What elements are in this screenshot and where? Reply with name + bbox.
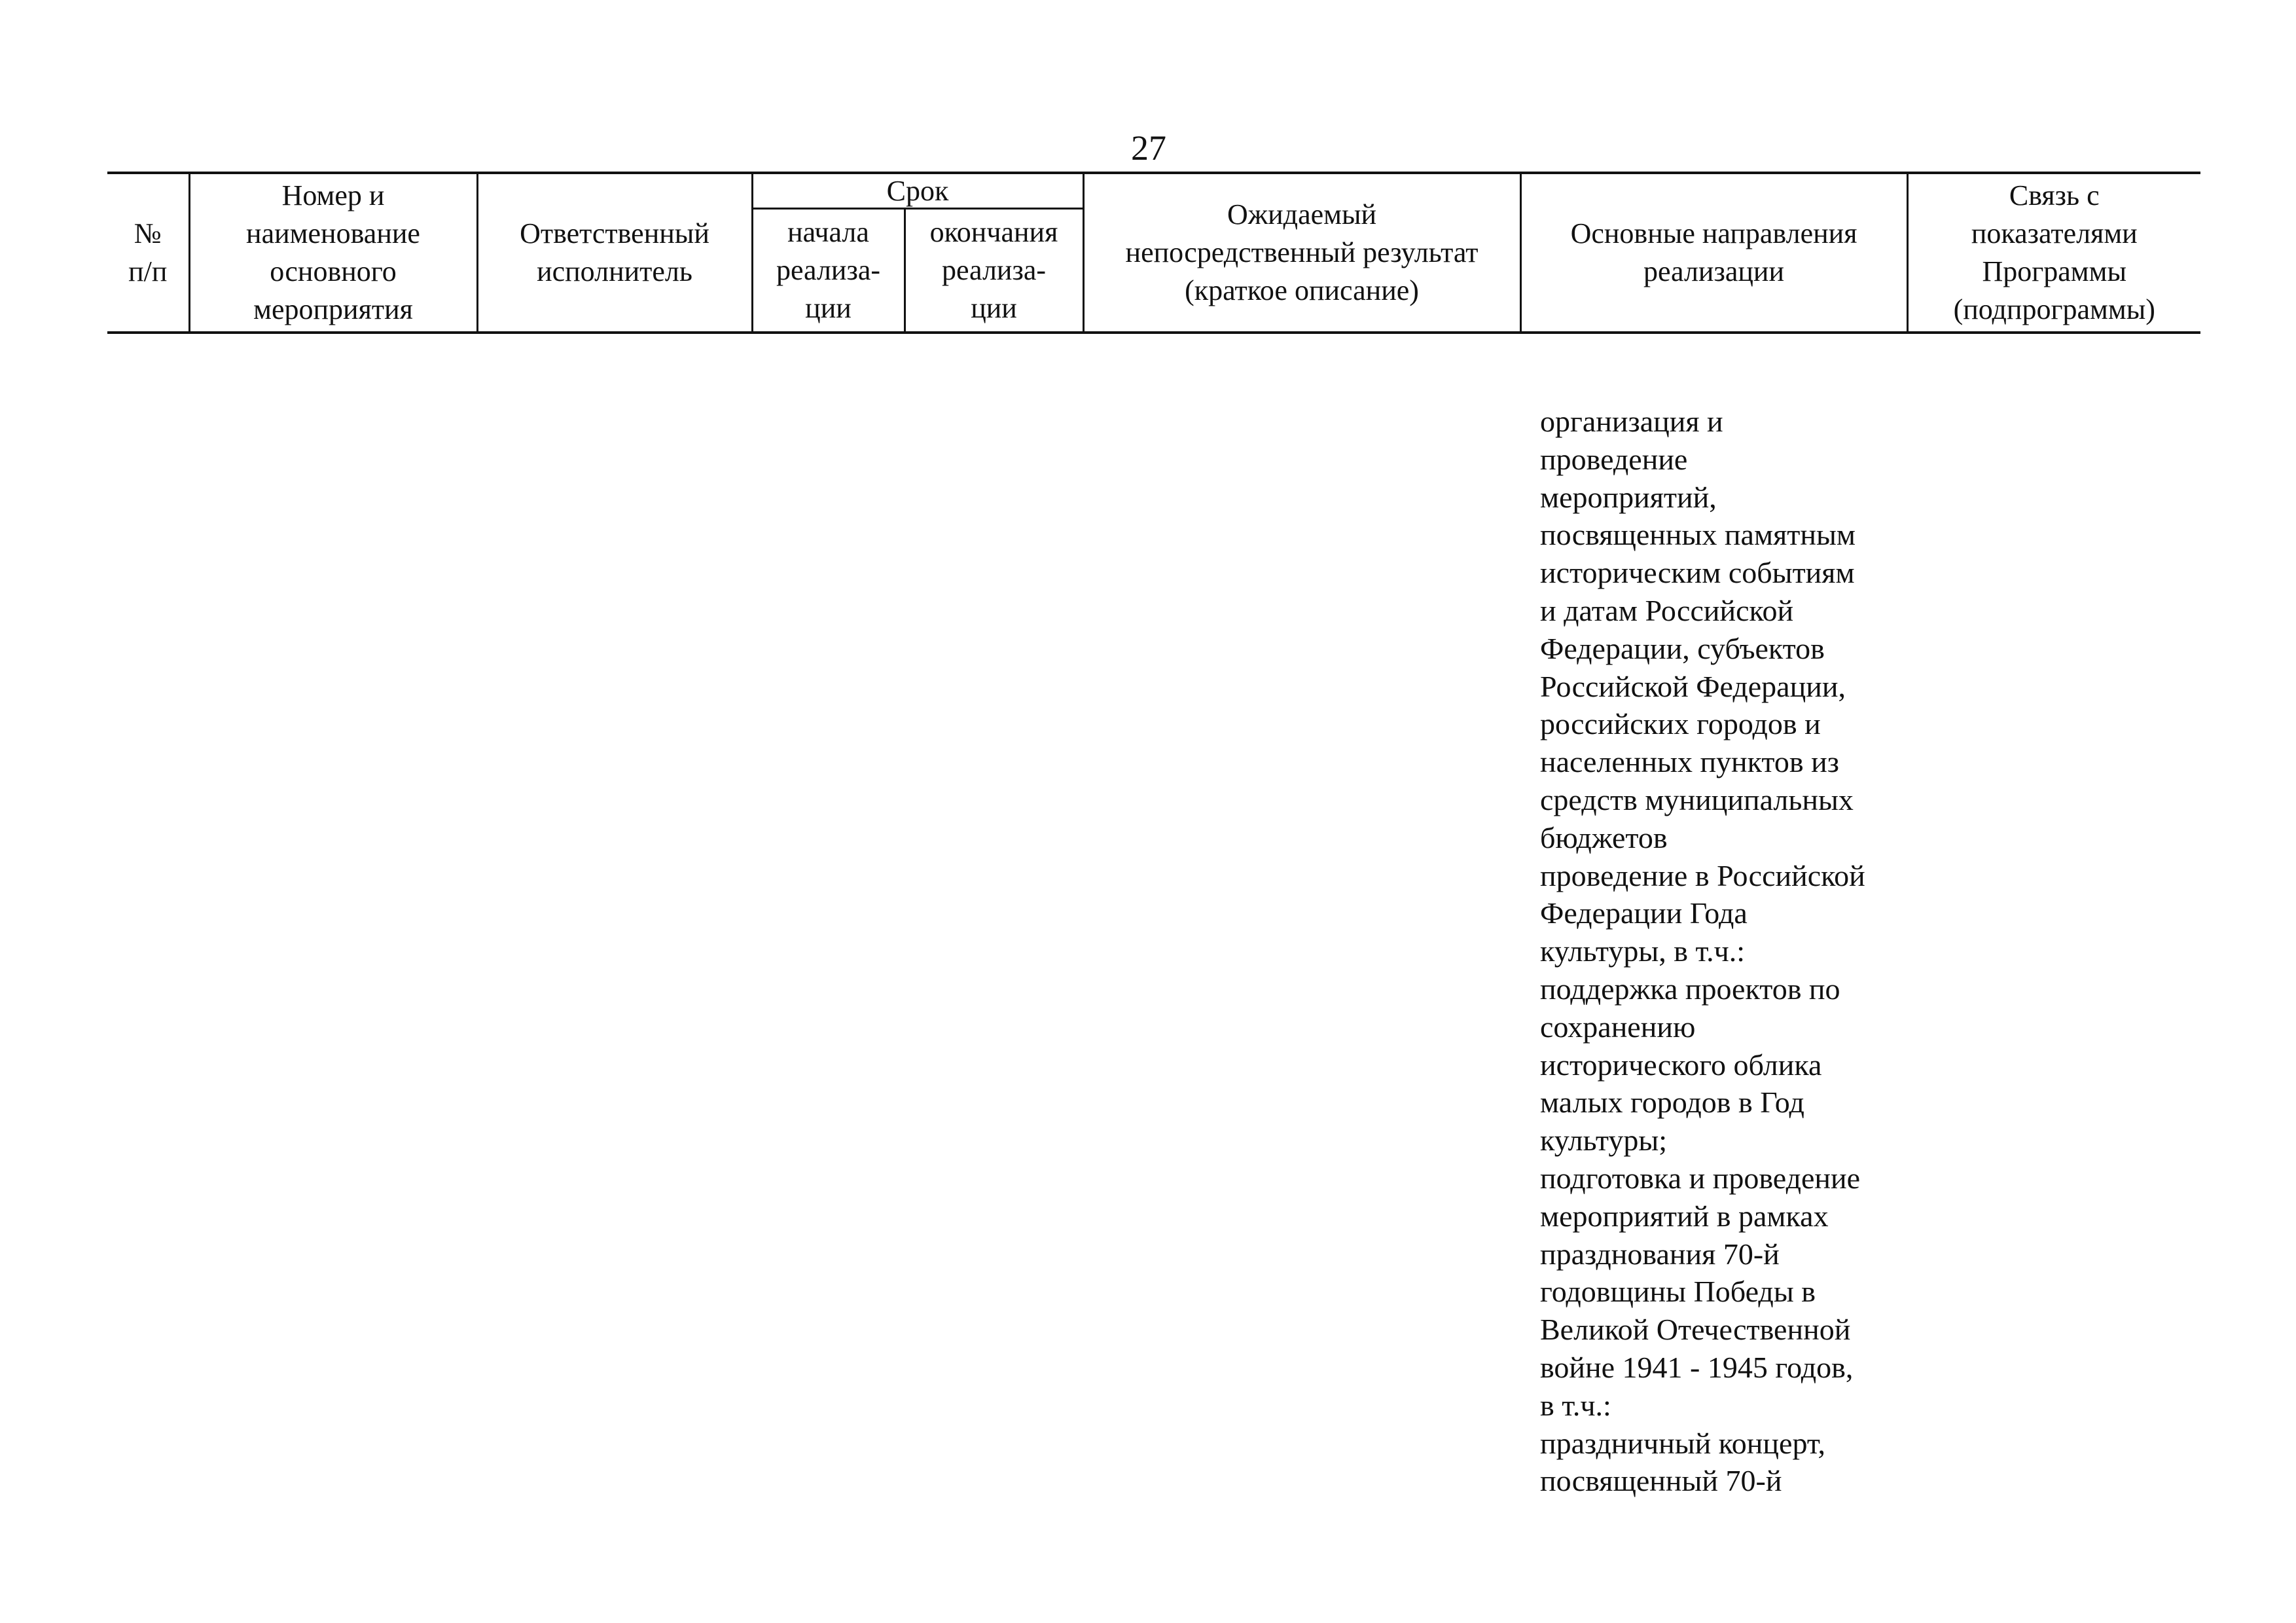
header-term-start	[752, 209, 905, 333]
header-number	[107, 173, 189, 333]
text-line: годовщины Победы в	[1540, 1275, 1816, 1309]
header-term-start-line: начала	[787, 216, 869, 249]
header-number-line: №	[134, 217, 162, 249]
text-line: проведение в Российской	[1540, 858, 1865, 892]
header-program-link-line: показателями	[1971, 217, 2138, 249]
header-directions	[1520, 173, 1907, 333]
page-number: 27	[1131, 128, 1166, 168]
header-number-line: п/п	[128, 255, 168, 287]
header-expected-result	[1083, 173, 1520, 333]
header-program-link	[1907, 173, 2200, 333]
header-responsible-line: Ответственный	[520, 217, 709, 249]
text-line: исторического облика	[1540, 1048, 1822, 1082]
text-line: празднования 70-й	[1540, 1237, 1780, 1271]
directions-text	[1540, 403, 1920, 1500]
text-line: поддержка проектов по	[1540, 972, 1840, 1006]
text-line: войне 1941 - 1945 годов,	[1540, 1350, 1854, 1384]
text-line: историческим событиям	[1540, 556, 1855, 590]
header-event-name-line: основного	[270, 255, 397, 287]
header-term-end-line: реализа-	[941, 254, 1047, 287]
text-line: в т.ч.:	[1540, 1388, 1611, 1422]
text-line: посвященных памятным	[1540, 518, 1856, 552]
header-expected-result-line: Ожидаемый	[1227, 198, 1377, 230]
text-line: мероприятий в рамках	[1540, 1199, 1829, 1233]
text-line: Великой Отечественной	[1540, 1313, 1851, 1347]
text-line: проведение	[1540, 442, 1688, 476]
header-term-end-line: окончания	[929, 216, 1058, 249]
text-line: населенных пунктов из	[1540, 745, 1839, 779]
header-event-name-line: наименование	[246, 217, 420, 249]
header-responsible	[477, 173, 752, 333]
header-directions-line: Основные направления	[1570, 217, 1857, 249]
text-line: праздничный концерт,	[1540, 1426, 1825, 1460]
header-program-link-line: (подпрограммы)	[1953, 293, 2155, 325]
header-term-start-line: ции	[805, 292, 852, 325]
text-line: Федерации Года	[1540, 896, 1748, 930]
header-program-link-line: Программы	[1982, 255, 2127, 287]
text-line: мероприятий,	[1540, 480, 1717, 514]
header-event-name	[189, 173, 477, 333]
header-term: Срок	[752, 173, 1083, 209]
text-line: бюджетов	[1540, 820, 1668, 854]
text-line: культуры, в т.ч.:	[1540, 934, 1746, 968]
header-expected-result-line: непосредственный результат	[1125, 236, 1479, 268]
text-line: и датам Российской	[1540, 593, 1794, 627]
text-line: российских городов и	[1540, 707, 1821, 741]
header-responsible-line: исполнитель	[537, 255, 692, 287]
header-directions-line: реализации	[1643, 255, 1785, 287]
header-term-end-line: ции	[971, 292, 1017, 325]
text-line: сохранению	[1540, 1010, 1696, 1044]
text-line: малых городов в Год	[1540, 1085, 1804, 1120]
header-term-start-line: реализа-	[776, 254, 881, 287]
header-term-end	[905, 209, 1083, 333]
text-line: подготовка и проведение	[1540, 1161, 1861, 1195]
header-expected-result-line: (краткое описание)	[1185, 274, 1419, 306]
header-event-name-line: мероприятия	[253, 293, 413, 325]
text-line: посвященный 70-й	[1540, 1464, 1782, 1498]
plan-table-header	[107, 172, 2200, 334]
text-line: Федерации, субъектов	[1540, 631, 1825, 665]
header-program-link-line: Связь с	[2009, 179, 2100, 211]
text-line: средств муниципальных	[1540, 782, 1854, 816]
header-event-name-line: Номер и	[281, 179, 385, 211]
text-line: Российской Федерации,	[1540, 669, 1846, 703]
text-line: организация и	[1540, 405, 1723, 438]
text-line: культуры;	[1540, 1123, 1668, 1158]
